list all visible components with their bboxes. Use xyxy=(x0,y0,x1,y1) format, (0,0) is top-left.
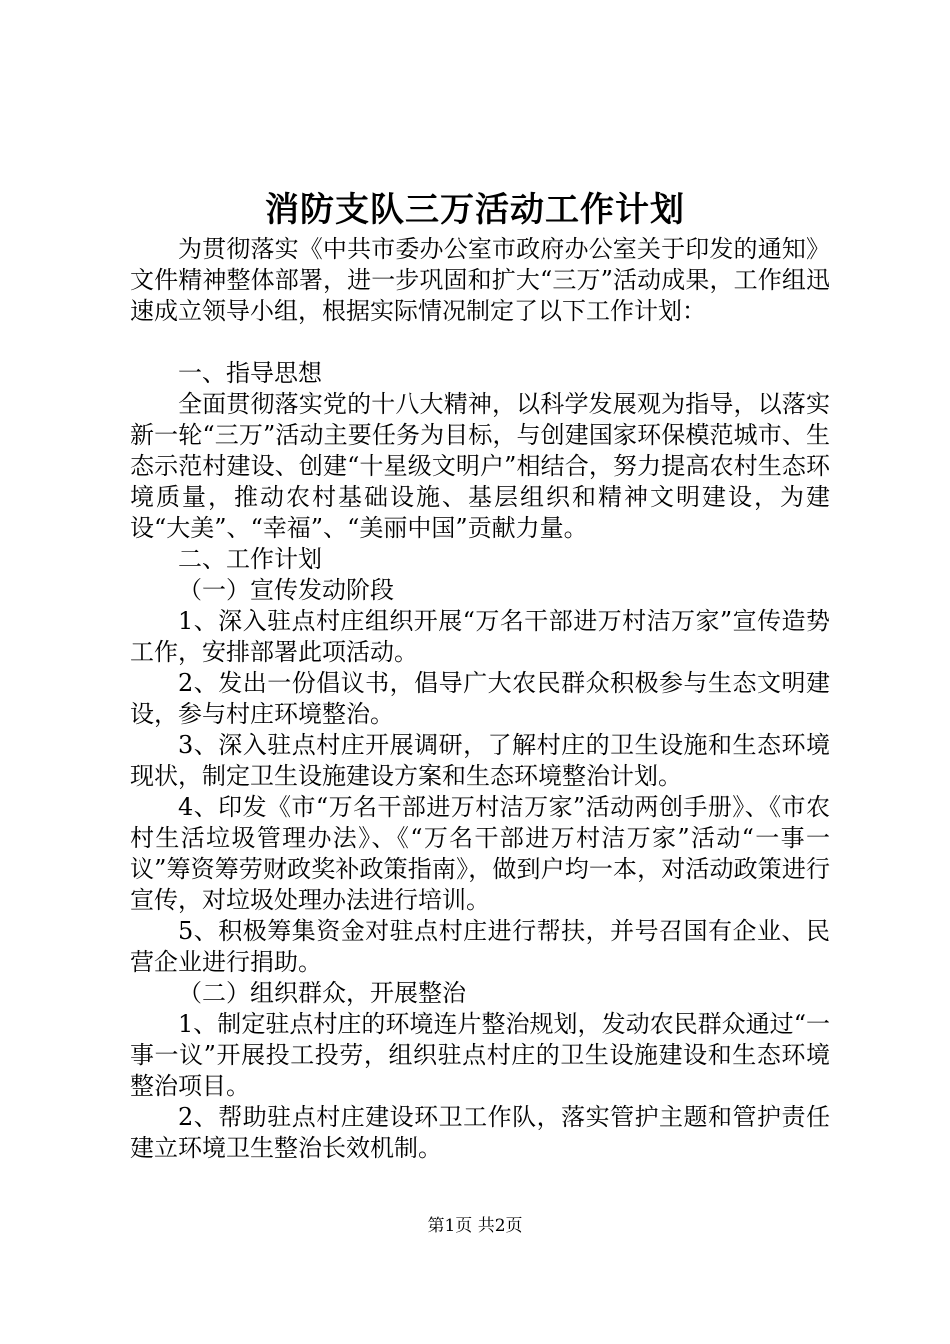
subsection-heading-publicity: （一）宣传发动阶段 xyxy=(178,576,394,604)
document-body xyxy=(130,234,830,1164)
list-item: 3、深入驻点村庄开展调研，了解村庄的卫生设施和生态环境现状，制定卫生设施建设方案和生态环境整治计划。 xyxy=(130,731,830,790)
guiding-ideology-paragraph: 全面贯彻落实党的十八大精神，以科学发展观为指导，以落实新一轮“三万”活动主要任务为目标，与创建国家环保模范城市、生态示范村建设、创建“十星级文明户”相结合，努力提高农村生态环境质量，推动农村基础设施、基层组织和精神文明建设，为建设“大美”、“幸福”、“美丽中国”贡献力量。 xyxy=(130,390,830,542)
list-item: 1、制定驻点村庄的环境连片整治规划，发动农民群众通过“一事一议”开展投工投劳，组织驻点村庄的卫生设施建设和生态环境整治项目。 xyxy=(130,1010,830,1100)
list-item: 1、深入驻点村庄组织开展“万名干部进万村洁万家”宣传造势工作，安排部署此项活动。 xyxy=(130,607,830,666)
list-item: 4、印发《市“万名干部进万村洁万家”活动两创手册》、《市农村生活垃圾管理办法》、《“万名干部进万村洁万家”活动“一事一议”筹资筹劳财政奖补政策指南》，做到户均一本，对活动政策进行宣传，对垃圾处理办法进行培训。 xyxy=(130,793,830,914)
subsection-heading-organize: （二）组织群众，开展整治 xyxy=(178,979,466,1007)
document-title: 消防支队三万活动工作计划 xyxy=(265,190,685,230)
page-number-footer: 第1页 共2页 xyxy=(427,1216,523,1236)
list-item: 2、帮助驻点村庄建设环卫工作队，落实管护主题和管护责任建立环境卫生整治长效机制。 xyxy=(130,1103,830,1162)
section-heading-work-plan: 二、工作计划 xyxy=(178,545,322,573)
paragraph-spacer xyxy=(130,327,830,358)
list-item: 5、积极筹集资金对驻点村庄进行帮扶，并号召国有企业、民营企业进行捐助。 xyxy=(130,917,830,976)
list-item: 2、发出一份倡议书，倡导广大农民群众积极参与生态文明建设，参与村庄环境整治。 xyxy=(130,669,830,728)
section-heading-guiding-ideology: 一、指导思想 xyxy=(178,359,322,387)
intro-paragraph: 为贯彻落实《中共市委办公室市政府办公室关于印发的通知》文件精神整体部署，进一步巩固和扩大“三万”活动成果，工作组迅速成立领导小组，根据实际情况制定了以下工作计划： xyxy=(130,235,830,325)
